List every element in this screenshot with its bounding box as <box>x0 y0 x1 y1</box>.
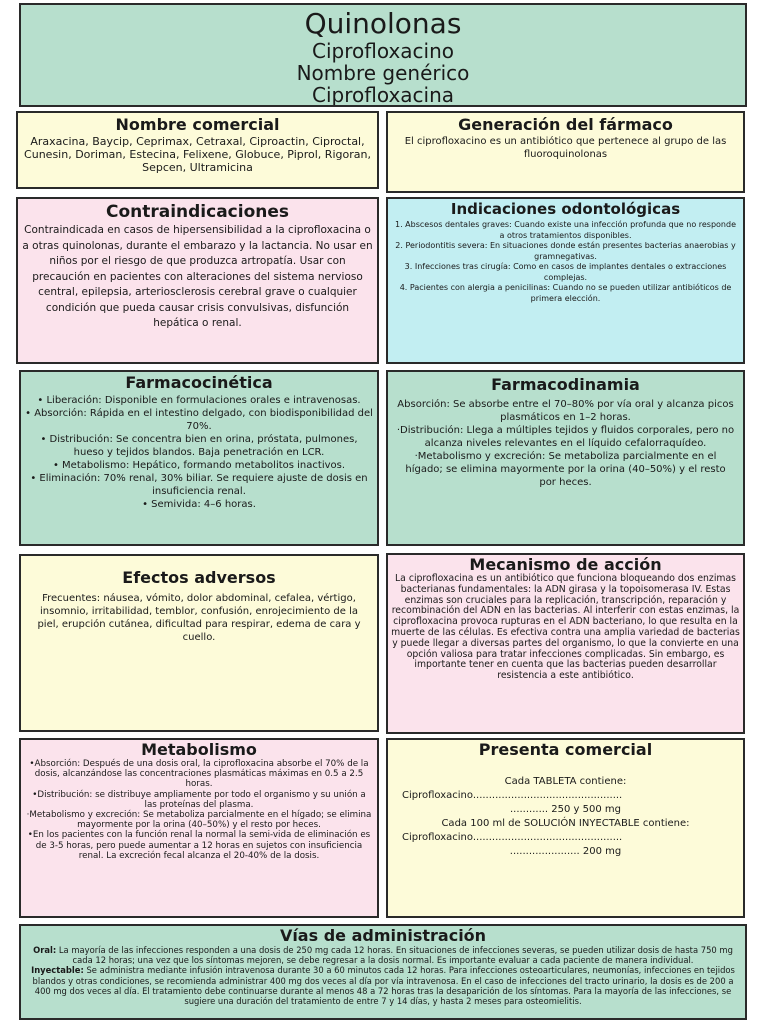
iv-dose: ...................... 200 mg <box>509 846 622 857</box>
vias-heading: Vías de administración <box>279 926 487 945</box>
title-card <box>19 3 747 107</box>
list-item: • Absorción: Rápida en el intestino delgado, con biodisponibilidad del 70%. <box>25 408 373 432</box>
generacion-card <box>386 111 745 193</box>
indicaciones-heading: Indicaciones odontológicas <box>450 200 681 218</box>
presentacion-card <box>386 738 745 918</box>
nombre-comercial-card <box>16 111 379 189</box>
list-item: • Liberación: Disponible en formulaciones orales e intravenosas. <box>37 395 361 406</box>
list-item: •Absorción: Después de una dosis oral, la ciprofloxacina absorbe el 70% de la dosis, alcanzándose las concentraciones plasmáticas máximas en 0.5 a 2.5 horas. <box>29 759 369 790</box>
generic-name: Ciprofloxacina <box>311 83 455 107</box>
list-item: 3. Infecciones tras cirugía: Como en casos de implantes dentales o extracciones complejas. <box>404 262 727 282</box>
list-item: 4. Pacientes con alergia a penicilinas: Cuando no se pueden utilizar antibióticos de primera elección. <box>399 283 732 303</box>
indicaciones-list <box>388 220 743 304</box>
list-item: 2. Periodontitis severa: En situaciones donde están presentes bacterias anaerobias y gramnegativas. <box>395 241 736 261</box>
metabolismo-card <box>19 738 379 918</box>
list-item: 1. Abscesos dentales graves: Cuando existe una infección profunda que no responde a otros tratamientos disponibles. <box>394 220 736 240</box>
list-item: •Distribución: se distribuye ampliamente por todo el organismo y su unión a las proteínas del plasma. <box>32 789 366 810</box>
page-title: Quinolonas <box>304 7 462 40</box>
indicaciones-card <box>386 197 745 364</box>
metabolismo-list <box>21 759 377 861</box>
efectos-adversos-text: Frecuentes: náusea, vómito, dolor abdominal, cefalea, vértigo, insomnio, irritabilidad, temblor, confusión, enrojecimiento de la piel, erupción cutánea, dificultad para respirar, edema de cara y cuello. <box>37 593 361 643</box>
mecanismo-heading: Mecanismo de acción <box>469 555 662 574</box>
oral-label: Oral: <box>33 945 57 955</box>
list-item: •En los pacientes con la función renal la normal la semi-vida de eliminación es de 3-5 horas, pero puede aumentar a 12 horas en sujetos con insuficiencia renal. La excreción fecal alcanza el 20-40% de la dosis. <box>27 830 371 861</box>
list-item: ·Metabolismo y excreción: Se metaboliza parcialmente en el hígado; se elimina mayormente por la orina (40–50%) y el resto por heces. <box>405 451 726 488</box>
tablet-title: Cada TABLETA contiene: <box>504 776 627 787</box>
list-item: ·Metabolismo y excreción: Se metaboliza parcialmente en el hígado; se elimina mayormente por la orina (40–50%) y el resto por heces. <box>26 810 372 831</box>
farmacodinamia-heading: Farmacodinamia <box>491 375 640 394</box>
presentacion-body <box>388 775 743 859</box>
mecanismo-card <box>386 553 745 734</box>
list-item: • Semivida: 4–6 horas. <box>142 499 256 510</box>
vias-card <box>19 924 747 1020</box>
iv-title: Cada 100 ml de SOLUCIÓN INYECTABLE contiene: <box>441 818 690 829</box>
generic-name-label: Nombre genérico <box>296 61 470 85</box>
mecanismo-text: La ciprofloxacina es un antibiótico que funciona bloqueando dos enzimas bacterianas fundamentales: la ADN girasa y la topoisomerasa IV. Estas enzimas son cruciales para la replicación, transcripción, reparación y recombinación del ADN en las bacterias. Al interferir con estas enzimas, la ciprofloxacina provoca rupturas en el ADN bacteriano, lo que resulta en la muerte de las células. Es efectiva contra una amplia variedad de bacterias y puede llegar a diversas partes del organismo, lo que la convierte en una opción valiosa para tratar infecciones complicadas. Sin embargo, es importante tener en cuenta que las bacterias pueden desarrollar resistencia a este antibiótico. <box>391 573 740 682</box>
nombre-comercial-text: Araxacina, Baycip, Ceprimax, Cetraxal, Ciproactin, Ciproctal, Cunesin, Doriman, Estecina, Felixene, Globuce, Piprol, Rigoran, Sepcen, Ultramicina <box>24 135 371 174</box>
oral-text: La mayoría de las infecciones responden a una dosis de 250 mg cada 12 horas. En situaciones de infecciones severas, se pueden utilizar dosis de hasta 750 mg cada 12 horas; una vez que los síntomas mejoren, se debe regresar a la dosis normal. Es importante evaluar a cada paciente de manera individual. <box>56 945 733 966</box>
inyectable-text: Se administra mediante infusión intravenosa durante 30 a 60 minutos cada 12 horas. Para infecciones osteoarticulares, neumonías, infecciones en tejidos blandos y otras condiciones, se recomienda administrar 400 mg dos veces al día por vía intravenosa. En el caso de infecciones del tracto urinario, la dosis es de 200 a 400 mg dos veces al día. El tratamiento debe continuarse durante al menos 48 a 72 horas tras la desaparición de los síntomas. Para la mayoría de las infecciones, se sugiere una duración del tratamiento de entre 7 y 14 días, y hasta 2 meses para osteomielitis. <box>32 965 735 1007</box>
presentacion-heading: Presenta comercial <box>478 740 653 759</box>
generacion-heading: Generación del fármaco <box>458 115 673 134</box>
efectos-adversos-heading: Efectos adversos <box>122 568 276 587</box>
farmacocinetica-card <box>19 370 379 546</box>
tablet-dose: ............ 250 y 500 mg <box>509 804 622 815</box>
farmacocinetica-list <box>21 394 377 511</box>
tablet-name: Ciprofloxacino............................................... <box>402 790 623 801</box>
list-item: • Distribución: Se concentra bien en orina, próstata, pulmones, hueso y tejidos blandos. Baja penetración en LCR. <box>40 434 358 458</box>
inyectable-label: Inyectable: <box>31 965 84 976</box>
drug-name: Ciprofloxacino <box>311 39 454 63</box>
list-item: Absorción: Se absorbe entre el 70–80% por vía oral y alcanza picos plasmáticos en 1–2 horas. <box>397 399 734 423</box>
farmacocinetica-heading: Farmacocinética <box>125 373 273 392</box>
farmacodinamia-card <box>386 370 745 546</box>
vias-text <box>21 945 745 1006</box>
generacion-text: El ciprofloxacino es un antibiótico que pertenece al grupo de las fluoroquinolonas <box>404 136 727 160</box>
nombre-comercial-heading: Nombre comercial <box>115 115 280 134</box>
contraindicaciones-heading: Contraindicaciones <box>105 202 290 222</box>
list-item: ·Distribución: Llega a múltiples tejidos y fluidos corporales, pero no alcanza niveles relevantes en el líquido cefalorraquídeo. <box>396 425 735 449</box>
metabolismo-heading: Metabolismo <box>141 740 257 759</box>
efectos-adversos-card <box>19 554 379 732</box>
iv-name: Ciprofloxacino............................................... <box>402 832 623 843</box>
list-item: • Eliminación: 70% renal, 30% biliar. Se requiere ajuste de dosis en insuficiencia renal. <box>30 473 368 497</box>
farmacodinamia-list <box>388 398 743 489</box>
contraindicaciones-text: Contraindicada en casos de hipersensibilidad a la ciprofloxacina o a otras quinolonas, durante el embarazo y la lactancia. No usar en niños por el riesgo de que produzca artropatía. Usar con precaución en pacientes con alteraciones del sistema nervioso central, epilepsia, arteriosclerosis cerebral grave o cualquier condición que pueda causar crisis convulsivas, disfunción hepática o renal. <box>22 224 373 329</box>
contraindicaciones-card <box>16 197 379 364</box>
list-item: • Metabolismo: Hepático, formando metabolitos inactivos. <box>52 460 346 471</box>
